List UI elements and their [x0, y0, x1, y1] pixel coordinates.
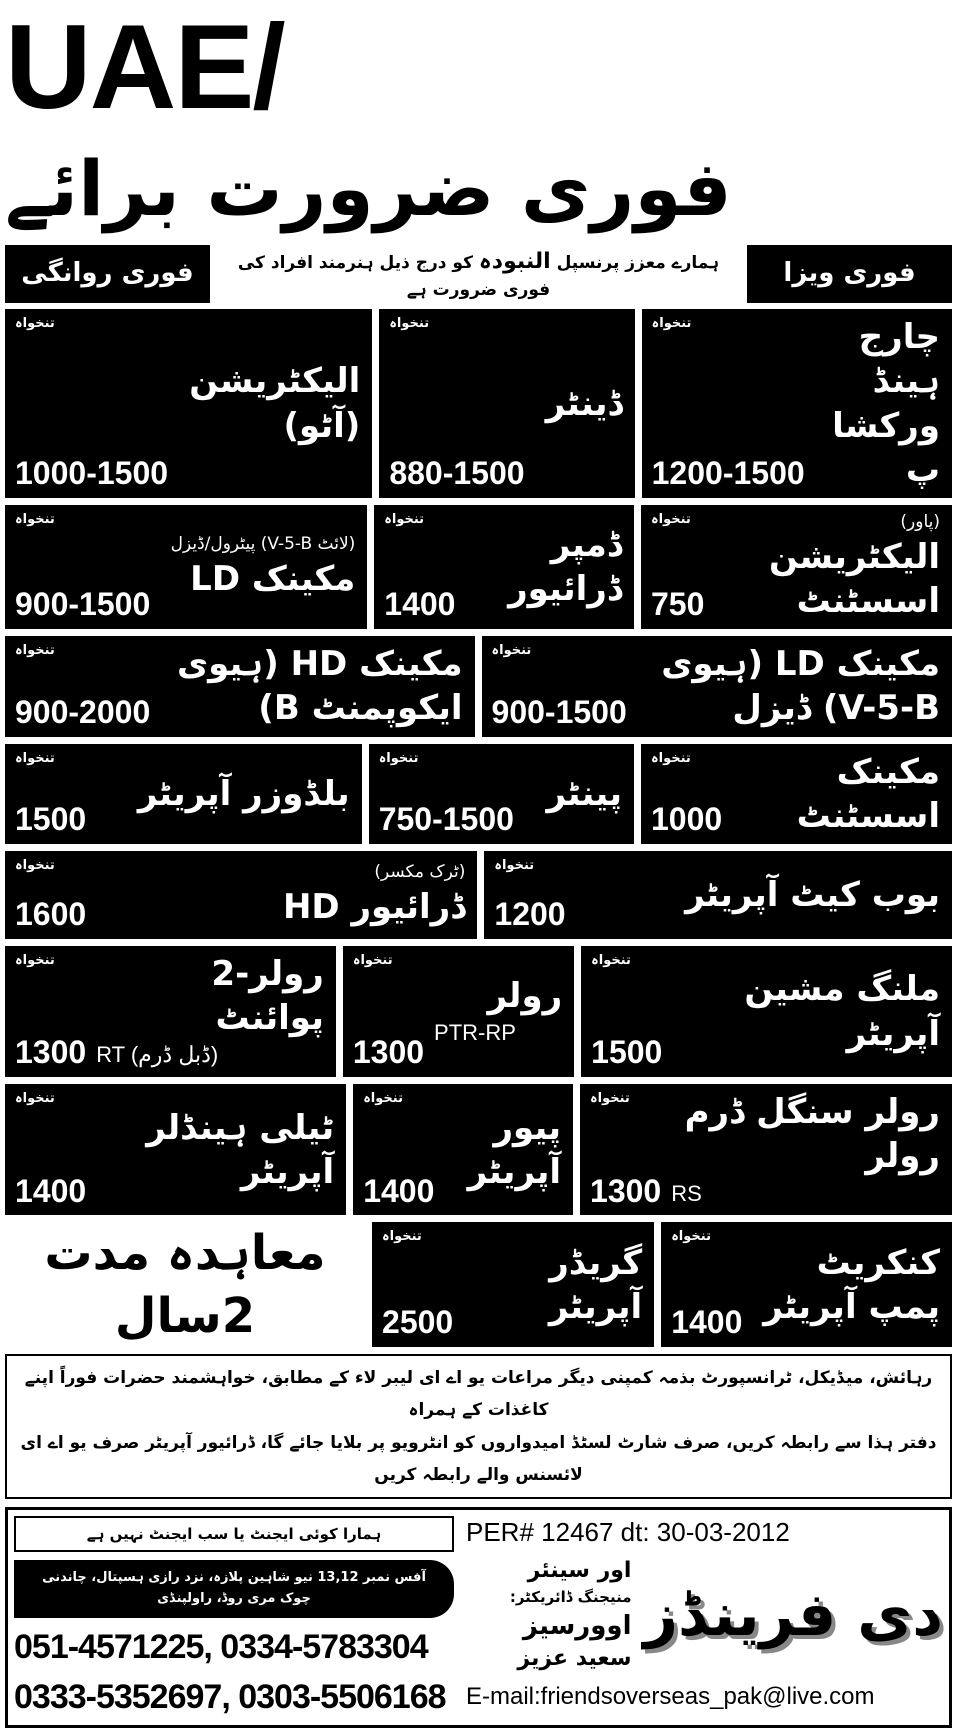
salary-value: 1400: [671, 1304, 743, 1341]
salary-block: [590, 1090, 661, 1209]
note-line: رہائش، میڈیکل، ٹرانسپورٹ بذمہ کمپنی دیگر مراعات یو اے ای لیبر لاء کے مطابق، خواہشمند حضرات فوراً اپنے کاغذات کے ہمراہ: [24, 1368, 933, 1421]
salary-label: تنخواہ: [494, 857, 535, 873]
job-box: [5, 851, 477, 939]
job-box: [641, 744, 952, 844]
salary-value: 1200: [494, 896, 566, 933]
job-title: چارج ہینڈ ورکشاپ: [832, 317, 940, 490]
job-title-block: [96, 750, 350, 838]
salary-label: تنخواہ: [15, 643, 55, 659]
salary-value: 880-1500: [389, 455, 525, 492]
salary-label: تنخواہ: [15, 316, 55, 332]
job-box: [642, 309, 952, 498]
salary-value: 1400: [363, 1172, 435, 1209]
salary-label: تنخواہ: [378, 750, 419, 766]
job-title: ملنگ مشین آپریٹر: [744, 969, 940, 1054]
principal-requirement-text: [216, 245, 741, 304]
footer: [5, 1507, 952, 1728]
salary-value: 1200-1500: [651, 455, 805, 492]
job-title-block: [160, 642, 462, 730]
job-box: [369, 744, 634, 844]
salary-value: 1500: [591, 1034, 663, 1071]
salary-block: [15, 952, 86, 1071]
job-note: RT (ڈبل ڈرم): [96, 1042, 219, 1068]
job-title: الیکٹریشن (آٹو): [189, 361, 361, 446]
job-box: [5, 505, 367, 629]
job-title: الیکٹریشن اسسٹنٹ: [768, 536, 940, 622]
salary-block: [382, 1228, 453, 1341]
job-title-block: [732, 750, 940, 838]
salary-label: تنخواہ: [15, 1091, 55, 1107]
job-row: [5, 1222, 952, 1347]
salary-block: [15, 642, 150, 730]
job-title: پینٹر: [546, 773, 622, 814]
job-box: [5, 309, 372, 498]
salary-block: [15, 750, 86, 838]
job-title-block: [671, 1090, 940, 1209]
job-box: [343, 946, 574, 1077]
job-title: گریڈر آپریٹر: [548, 1242, 643, 1327]
job-row: [5, 744, 952, 844]
job-title-block: [714, 511, 940, 623]
salary-label: تنخواہ: [651, 512, 691, 528]
salary-block: [492, 642, 627, 730]
immediate-departure-badge: فوری روانگی: [5, 245, 210, 304]
salary-label: تنخواہ: [671, 1229, 711, 1245]
salary-label: تنخواہ: [15, 857, 55, 873]
footer-contact-column: [14, 1516, 454, 1719]
salary-value: 1600: [15, 896, 87, 933]
salary-value: 900-1500: [491, 693, 627, 730]
job-box: [5, 1084, 346, 1215]
job-box: [661, 1222, 952, 1347]
job-title: ڈرائیور HD: [282, 886, 466, 927]
job-title-block: [637, 642, 940, 730]
immediate-visa-badge: فوری ویزا: [747, 245, 952, 304]
director-name: سعید عزیز: [517, 1646, 632, 1672]
job-list: [5, 309, 952, 1347]
job-title: کنکریٹ پمپ آپریٹر: [763, 1242, 940, 1327]
director-title: منیجنگ ڈائریکٹر:: [509, 1587, 632, 1606]
salary-block: [363, 1090, 434, 1209]
job-box: [374, 505, 634, 629]
job-box: [641, 505, 952, 629]
headline: [5, 0, 952, 239]
salary-value: 1400: [15, 1172, 87, 1209]
salary-label: تنخواہ: [15, 952, 55, 968]
job-title: ڈینٹر: [545, 383, 623, 424]
job-box: [581, 946, 952, 1077]
intro-prefix: ہمارے معزز پرنسپل: [556, 252, 720, 273]
footer-company-column: [466, 1516, 943, 1719]
salary-label: تنخواہ: [384, 512, 425, 528]
salary-value: 750: [651, 586, 705, 623]
permit-number: PER# 12467 dt: 30-03-2012: [466, 1517, 790, 1548]
job-box: [5, 946, 336, 1077]
salary-value: 1400: [384, 586, 456, 623]
salary-block: [671, 1228, 742, 1341]
company-logo-row: [466, 1556, 943, 1675]
job-box: [5, 636, 475, 736]
email-address: E-mail:friendsoverseas_pak@live.com: [466, 1683, 875, 1711]
salary-value: 1300: [590, 1172, 662, 1209]
note-line: دفتر ہذا سے رابطہ کریں، صرف شارٹ لسٹڈ امیدواروں کو انٹرویو پر بلایا جائے گا، ڈرائیور آپریٹر صرف یو اے ای لائسنس والے رابطہ کریں: [20, 1432, 937, 1485]
job-title: ڈمپر ڈرائیور: [508, 524, 622, 610]
phone-numbers-2: 0333-5352697, 0303-5506168: [14, 1678, 446, 1717]
job-box: [379, 309, 634, 498]
job-title: رولر: [487, 976, 563, 1017]
job-title-block: [178, 315, 360, 492]
salary-block: [389, 315, 524, 492]
salary-block: [15, 1090, 86, 1209]
salary-label: تنخواہ: [491, 643, 532, 659]
intro-suffix: کو درج ذیل ہنرمند افراد کی فوری ضرورت ہے: [237, 252, 551, 300]
job-note: RS: [671, 1180, 702, 1206]
job-box: [372, 1222, 654, 1347]
job-row: [5, 1084, 952, 1215]
salary-value: 2500: [382, 1304, 454, 1341]
job-title-block: [465, 511, 622, 623]
salary-value: 1500: [15, 801, 87, 838]
job-row: [5, 505, 952, 629]
job-title: پیور آپریٹر: [467, 1107, 562, 1192]
job-title-block: [96, 1090, 334, 1209]
job-title-block: [434, 952, 562, 1071]
job-title-block: [96, 952, 324, 1071]
salary-label: تنخواہ: [651, 316, 692, 332]
company-name-logo: دی فرینڈز: [643, 1580, 943, 1651]
job-box: [5, 744, 362, 844]
job-title: مکینک LD: [190, 558, 356, 599]
salary-value: 900-2000: [15, 693, 151, 730]
job-box: [482, 636, 952, 736]
job-title: ٹیلی ہینڈلر آپریٹر: [146, 1107, 335, 1192]
job-note: (پاور): [900, 512, 940, 533]
job-note: (لائٹ V-5-B) پیٹرول/ڈیزل: [170, 534, 356, 555]
principal-name: النبودہ: [478, 248, 551, 274]
salary-block: [15, 315, 168, 492]
salary-block: [15, 511, 150, 623]
company-sub2: اور سینئر: [527, 1558, 632, 1584]
job-note: (ٹرک مکسر): [374, 861, 466, 882]
job-box: [353, 1084, 573, 1215]
salary-label: تنخواہ: [352, 952, 393, 968]
job-title-block: [96, 857, 465, 933]
salary-value: 750-1500: [378, 801, 514, 838]
office-address: آفس نمبر 13,12 نیو شاہین پلازہ، نزد رازی ہسپتال، چاندنی چوک مری روڈ، راولپنڈی: [14, 1560, 454, 1618]
salary-label: تنخواہ: [590, 1091, 630, 1107]
job-row: [5, 636, 952, 736]
phone-numbers-1: 051-4571225, 0334-5783304: [14, 1627, 428, 1666]
salary-label: تنخواہ: [591, 952, 631, 968]
job-title-block: [672, 952, 940, 1071]
salary-block: [379, 750, 514, 838]
salary-block: [591, 952, 662, 1071]
job-note: PTR-RP: [434, 1020, 516, 1046]
no-agent-notice: ہمارا کوئی ایجنٹ یا سب ایجنٹ نہیں ہے: [14, 1516, 454, 1552]
salary-block: [353, 952, 424, 1071]
contract-duration: معاہدہ مدت 2سال: [44, 1225, 326, 1344]
job-title-block: [524, 750, 622, 838]
job-title-block: [752, 1228, 940, 1341]
job-row: [5, 851, 952, 939]
salary-label: تنخواہ: [363, 1091, 403, 1107]
job-title: رولر-2 پوائنٹ: [211, 953, 324, 1039]
job-box: [580, 1084, 952, 1215]
job-row: [5, 946, 952, 1077]
salary-block: [651, 511, 704, 623]
terms-notes: [5, 1354, 952, 1499]
job-title-block: [444, 1090, 561, 1209]
company-sub: اوورسیز: [522, 1610, 632, 1641]
job-title-block: [815, 315, 940, 492]
job-title: بوب کیٹ آپریٹر: [685, 874, 940, 915]
salary-label: تنخواہ: [15, 750, 55, 766]
headline-country: UAE/: [5, 0, 284, 134]
salary-value: 1300: [352, 1034, 425, 1071]
job-title: مکینک LD (ہیوی V-5-B) ڈیزل: [661, 644, 940, 729]
salary-value: 1000-1500: [15, 455, 169, 492]
salary-block: [384, 511, 455, 623]
job-title: بلڈوزر آپریٹر: [137, 773, 350, 814]
company-details: [510, 1556, 632, 1675]
salary-label: تنخواہ: [389, 316, 430, 332]
job-title: مکینک HD (ہیوی ایکوپمنٹ B): [176, 644, 463, 729]
job-title: مکینک اسسٹنٹ: [796, 751, 940, 836]
intro-strip: [5, 245, 952, 304]
salary-block: [15, 857, 86, 933]
job-title-block: [535, 315, 623, 492]
salary-label: تنخواہ: [651, 750, 691, 766]
salary-label: تنخواہ: [15, 512, 55, 528]
salary-block: [651, 750, 722, 838]
job-row: [5, 309, 952, 498]
salary-label: تنخواہ: [382, 1229, 422, 1245]
salary-value: 1300: [15, 1034, 87, 1071]
salary-block: [494, 857, 565, 933]
job-title: رولر سنگل ڈرم رولر: [684, 1092, 940, 1177]
salary-value: 900-1500: [15, 586, 151, 623]
job-title-block: [576, 857, 940, 933]
salary-value: 1000: [651, 801, 723, 838]
job-box: [484, 851, 952, 939]
salary-block: [652, 315, 805, 492]
job-title-block: [463, 1228, 642, 1341]
headline-urdu: فوری ضرورت برائے: [5, 144, 732, 233]
job-title-block: [160, 511, 355, 623]
